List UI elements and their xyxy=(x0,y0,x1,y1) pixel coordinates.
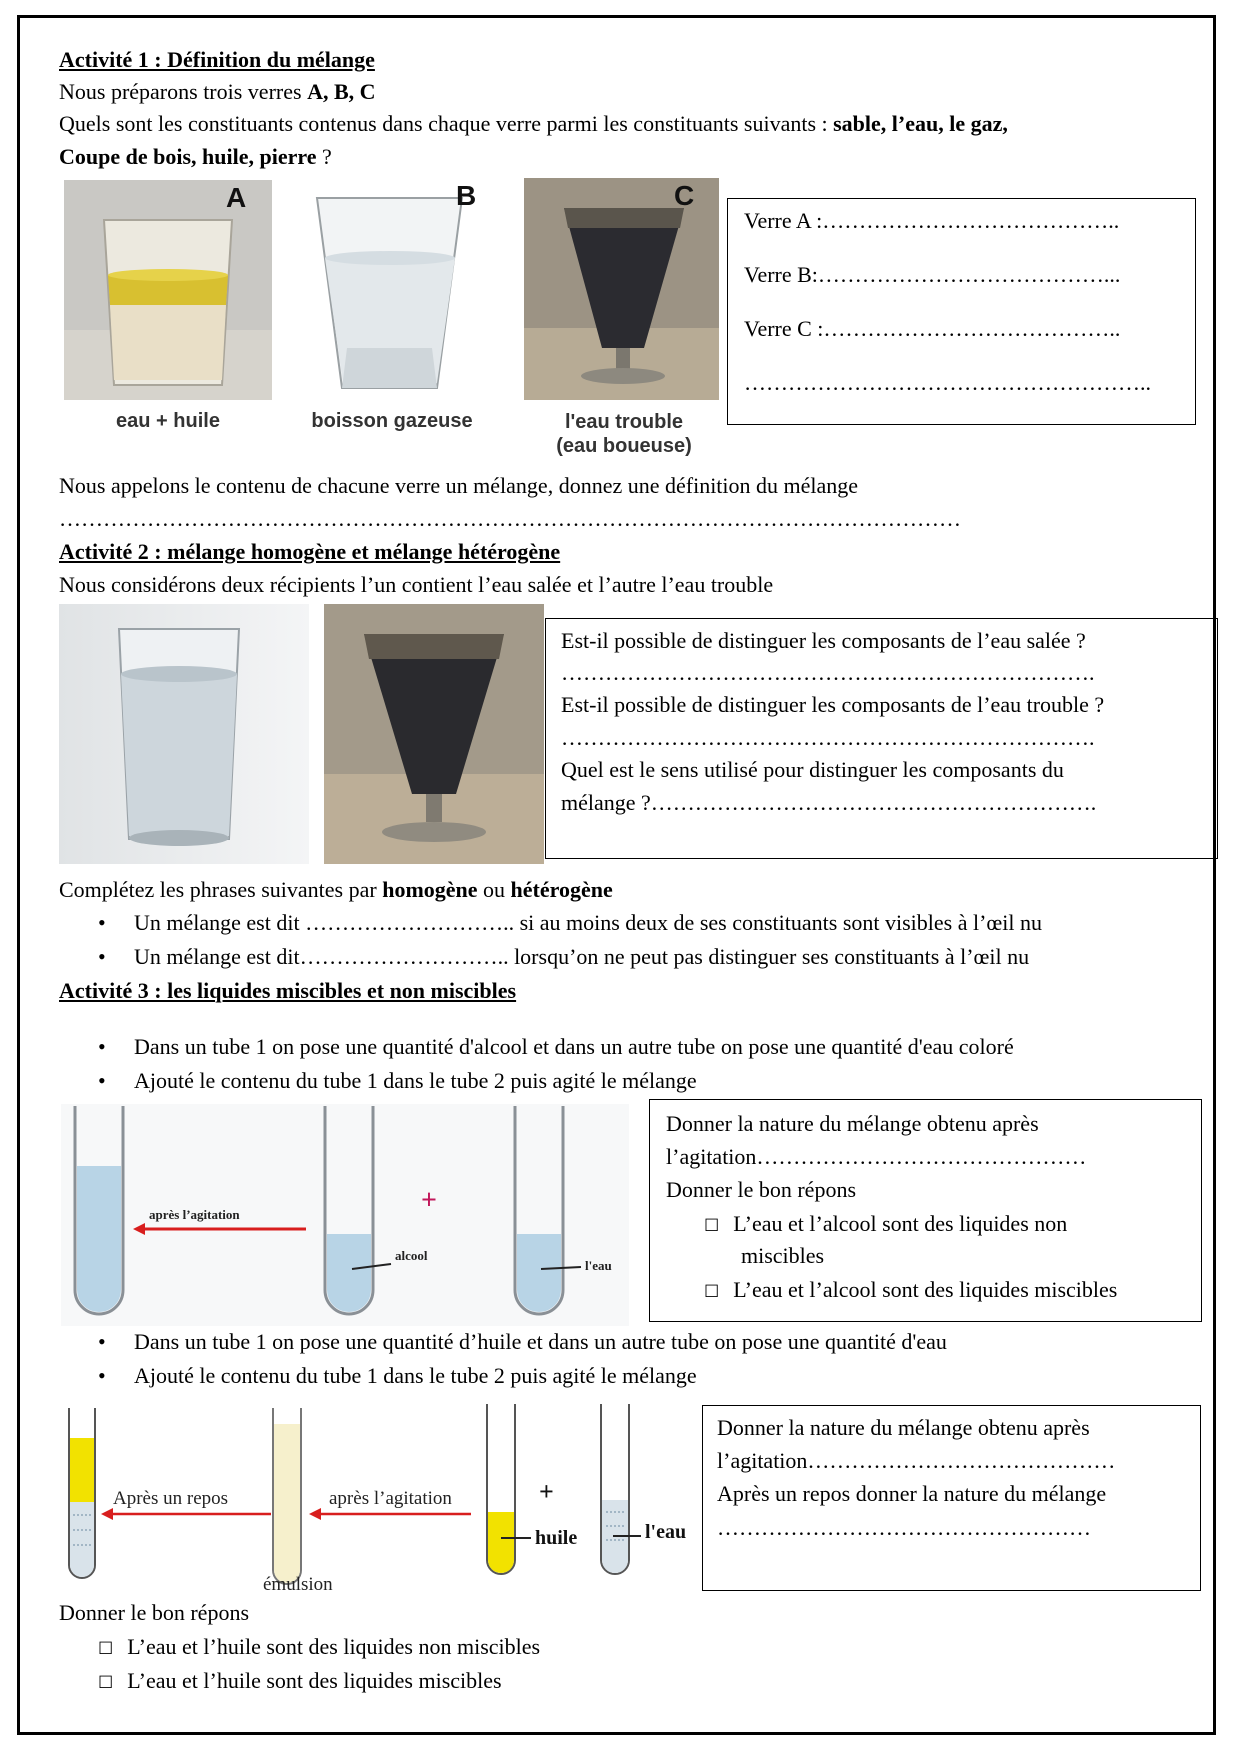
oil-repos-answer[interactable]: …………………………………………… xyxy=(717,1515,1091,1540)
oil-repos-prompt: Après un repos donner la nature du mélange xyxy=(717,1481,1107,1506)
arrow-label-repos: Après un repos xyxy=(113,1488,229,1509)
activity1-question-line1: Quels sont les constituants contenus dans chaque verre parmi les constituants suivants : sable, l’eau, le gaz, xyxy=(59,111,1008,136)
bullet-dot: • xyxy=(98,944,106,969)
glass-answer-box xyxy=(727,198,1196,425)
plus-sign-2: + xyxy=(539,1477,554,1506)
alcohol-choose-prompt: Donner le bon répons xyxy=(666,1177,857,1202)
checkbox-icon[interactable]: ☐ xyxy=(704,1216,720,1235)
definition-answer-line[interactable]: …………………………………………………………………………………………………………… xyxy=(59,506,961,531)
answer-muddy-water[interactable]: ………………………………………………………………. xyxy=(561,725,1095,750)
bullet-dot: • xyxy=(98,1068,106,1093)
arrow-label-agitation: après l’agitation xyxy=(149,1207,240,1222)
tube-label-water-2: l'eau xyxy=(645,1521,687,1543)
glass-c-caption xyxy=(524,410,724,458)
glass-c-letter: C xyxy=(674,180,695,211)
oil-water-diagram xyxy=(61,1400,701,1595)
alcohol-option-miscible[interactable]: ☐ L’eau et l’alcool sont des liquides miscibles xyxy=(704,1276,1117,1306)
oil-step-2: Ajouté le contenu du tube 1 dans le tube 2 puis agité le mélange xyxy=(134,1363,697,1388)
glass-b-letter: B xyxy=(456,180,477,211)
bullet-dot: • xyxy=(98,1363,106,1388)
tube-label-oil: huile xyxy=(535,1527,578,1549)
glass-a-caption: eau + huile xyxy=(116,410,220,432)
complete-instruction: Complétez les phrases suivantes par homogène ou hétérogène xyxy=(59,877,613,902)
bullet-dot: • xyxy=(98,1034,106,1059)
oil-option-non-miscible[interactable]: ☐ L’eau et l’huile sont des liquides non miscibles xyxy=(98,1633,540,1663)
answer-glass-b[interactable]: Verre B:…………………………………... xyxy=(744,262,1121,287)
activity1-question-line2: Coupe de bois, huile, pierre ? xyxy=(59,144,332,169)
alcohol-option-non-miscible-cont: miscibles xyxy=(741,1243,825,1268)
alcohol-step-1: Dans un tube 1 on pose une quantité d'alcool et dans un autre tube on pose une quantité d'eau coloré xyxy=(134,1034,1014,1059)
final-choose-prompt: Donner le bon répons xyxy=(59,1600,250,1625)
question-muddy-water: Est-il possible de distinguer les composants de l’eau trouble ? xyxy=(561,692,1105,717)
question-salt-water: Est-il possible de distinguer les composants de l’eau salée ? xyxy=(561,628,1086,653)
oil-step-1: Dans un tube 1 on pose une quantité d’huile et dans un autre tube on pose une quantité d'eau xyxy=(134,1329,947,1354)
oil-nature-answer[interactable]: l’agitation…………………………………… xyxy=(717,1448,1116,1473)
muddy-water-photo xyxy=(324,604,544,864)
checkbox-icon[interactable]: ☐ xyxy=(98,1673,114,1692)
bullet-dot: • xyxy=(98,910,106,935)
activity2-intro: Nous considérons deux récipients l’un contient l’eau salée et l’autre l’eau trouble xyxy=(59,572,774,597)
question-sense: Quel est le sens utilisé pour distinguer les composants du xyxy=(561,757,1064,782)
activity2-title: Activité 2 : mélange homogène et mélange hétérogène xyxy=(59,539,561,564)
sentence-heterogeneous[interactable]: Un mélange est dit ……………………….. si au moins deux de ses constituants sont visibles à l’œil nu xyxy=(134,910,1043,935)
salt-water-photo xyxy=(59,604,309,864)
oil-nature-prompt: Donner la nature du mélange obtenu après xyxy=(717,1415,1090,1440)
answer-glass-c[interactable]: Verre C :………………………………….. xyxy=(744,316,1121,341)
activity1-title: Activité 1 : Définition du mélange xyxy=(59,47,375,72)
activity3-title: Activité 3 : les liquides miscibles et non miscibles xyxy=(59,978,517,1003)
sentence-homogeneous[interactable]: Un mélange est dit……………………….. lorsqu’on ne peut pas distinguer ses constituants à l’œil nu xyxy=(134,944,1030,969)
alcohol-question-box xyxy=(649,1099,1202,1322)
tube-label-water: l'eau xyxy=(585,1258,612,1273)
alcohol-step-2: Ajouté le contenu du tube 1 dans le tube 2 puis agité le mélange xyxy=(134,1068,697,1093)
tube-label-alcohol: alcool xyxy=(395,1248,428,1263)
oil-option-miscible[interactable]: ☐ L’eau et l’huile sont des liquides miscibles xyxy=(98,1667,502,1697)
alcohol-option-non-miscible[interactable]: ☐ L’eau et l’alcool sont des liquides non xyxy=(704,1210,1067,1240)
glass-b-caption: boisson gazeuse xyxy=(311,410,473,432)
definition-prompt: Nous appelons le contenu de chacune verre un mélange, donnez une définition du mélange xyxy=(59,473,859,498)
arrow-label-agitation-2: après l’agitation xyxy=(329,1488,452,1509)
checkbox-icon[interactable]: ☐ xyxy=(98,1639,114,1658)
answer-salt-water[interactable]: ………………………………………………………………. xyxy=(561,660,1095,685)
alcohol-nature-answer[interactable]: l’agitation……………………………………… xyxy=(666,1144,1087,1169)
checkbox-icon[interactable]: ☐ xyxy=(704,1282,720,1301)
answer-glass-a[interactable]: Verre A :………………………………….. xyxy=(744,208,1120,233)
glass-a-letter: A xyxy=(226,182,247,213)
glass-c-caption-line1: l'eau trouble xyxy=(564,411,684,433)
oil-question-box xyxy=(702,1405,1201,1591)
emulsion-label: émulsion xyxy=(263,1574,333,1595)
answer-sense[interactable]: mélange ?……………………………………………………. xyxy=(561,790,1097,815)
alcohol-water-diagram xyxy=(61,1104,629,1326)
answer-extra-line[interactable]: ……………………………………………….. xyxy=(744,370,1151,395)
alcohol-nature-prompt: Donner la nature du mélange obtenu après xyxy=(666,1111,1039,1136)
glass-c-caption-line2: (eau boueuse) xyxy=(556,435,692,457)
activity2-question-box xyxy=(545,618,1218,859)
plus-sign: + xyxy=(421,1185,437,1216)
bullet-dot: • xyxy=(98,1329,106,1354)
activity1-intro: Nous préparons trois verres A, B, C xyxy=(59,79,376,104)
